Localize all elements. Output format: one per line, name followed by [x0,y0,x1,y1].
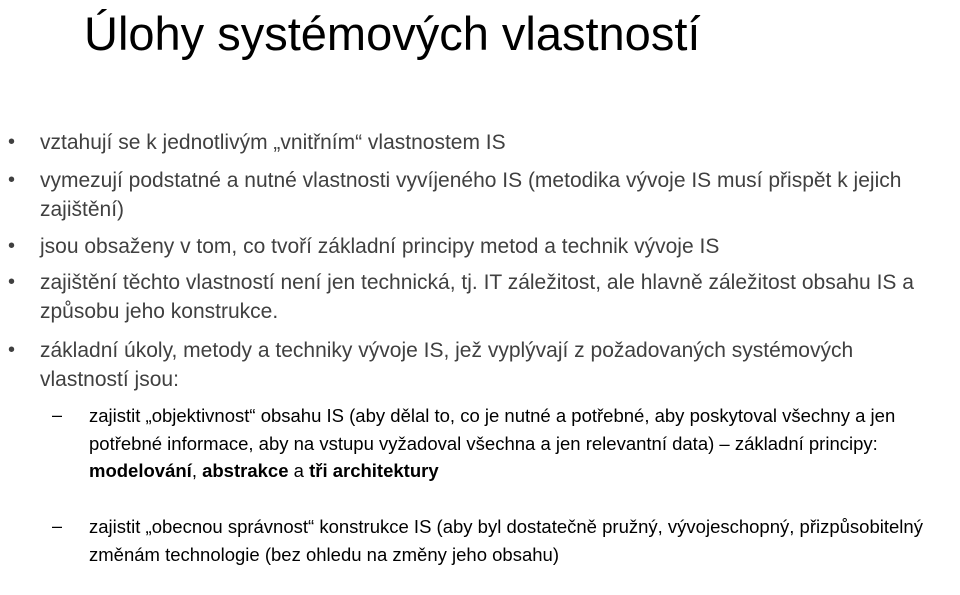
bullet-text: základní úkoly, metody a techniky vývoje IS, jež vyplývají z požadovaných systémových vlastností jsou: [40,339,854,391]
bullet-text: vymezují podstatné a nutné vlastnosti vyvíjeného IS (metodika vývoje IS musí přispět k jejich zajištění) [40,169,902,221]
sub-bullet-item [52,402,960,485]
bullet-text: vztahují se k jednotlivým „vnitřním“ vlastnostem IS [40,131,506,154]
bullet-icon: • [8,339,16,361]
bullet-item [8,336,945,394]
bullet-item [8,268,945,326]
keyword-abstrakce: abstrakce [202,460,289,481]
bullet-item [8,128,960,157]
bullet-icon: • [8,169,16,191]
dash-icon: – [52,516,63,536]
bullet-item [8,232,960,261]
bullet-text: zajištění těchto vlastností není jen technická, tj. IT záležitost, ale hlavně záležitost obsahu IS a způsobu jeho konstrukce. [40,271,914,323]
slide-title: Úlohy systémových vlastností [84,7,701,60]
separator: , [191,460,203,481]
bullet-text: jsou obsaženy v tom, co tvoří základní principy metod a technik vývoje IS [40,235,720,258]
sub-bullet-item [52,513,960,568]
keyword-tri-architektury: tři architektury [309,460,439,481]
bullet-item [8,166,945,224]
sub-bullet-text: zajistit „obecnou správnost“ konstrukce IS (aby byl dostatečně pružný, vývojeschopný, přizpůsobitelný změnám technologie (bez ohledu na změny jeho obsahu) [89,516,923,565]
bullet-icon: • [8,235,16,257]
keyword-modelovani: modelování [89,460,192,481]
bullet-icon: • [8,131,16,153]
dash-icon: – [52,405,63,425]
separator: a [288,460,310,481]
sub-bullet-text: zajistit „objektivnost“ obsahu IS (aby dělal to, co je nutné a potřebné, aby poskytoval všechny a jen potřebné informace, aby na vstupu vyžadoval všechna a jen relevantní data) – základní principy: [89,405,896,454]
bullet-icon: • [8,271,16,293]
